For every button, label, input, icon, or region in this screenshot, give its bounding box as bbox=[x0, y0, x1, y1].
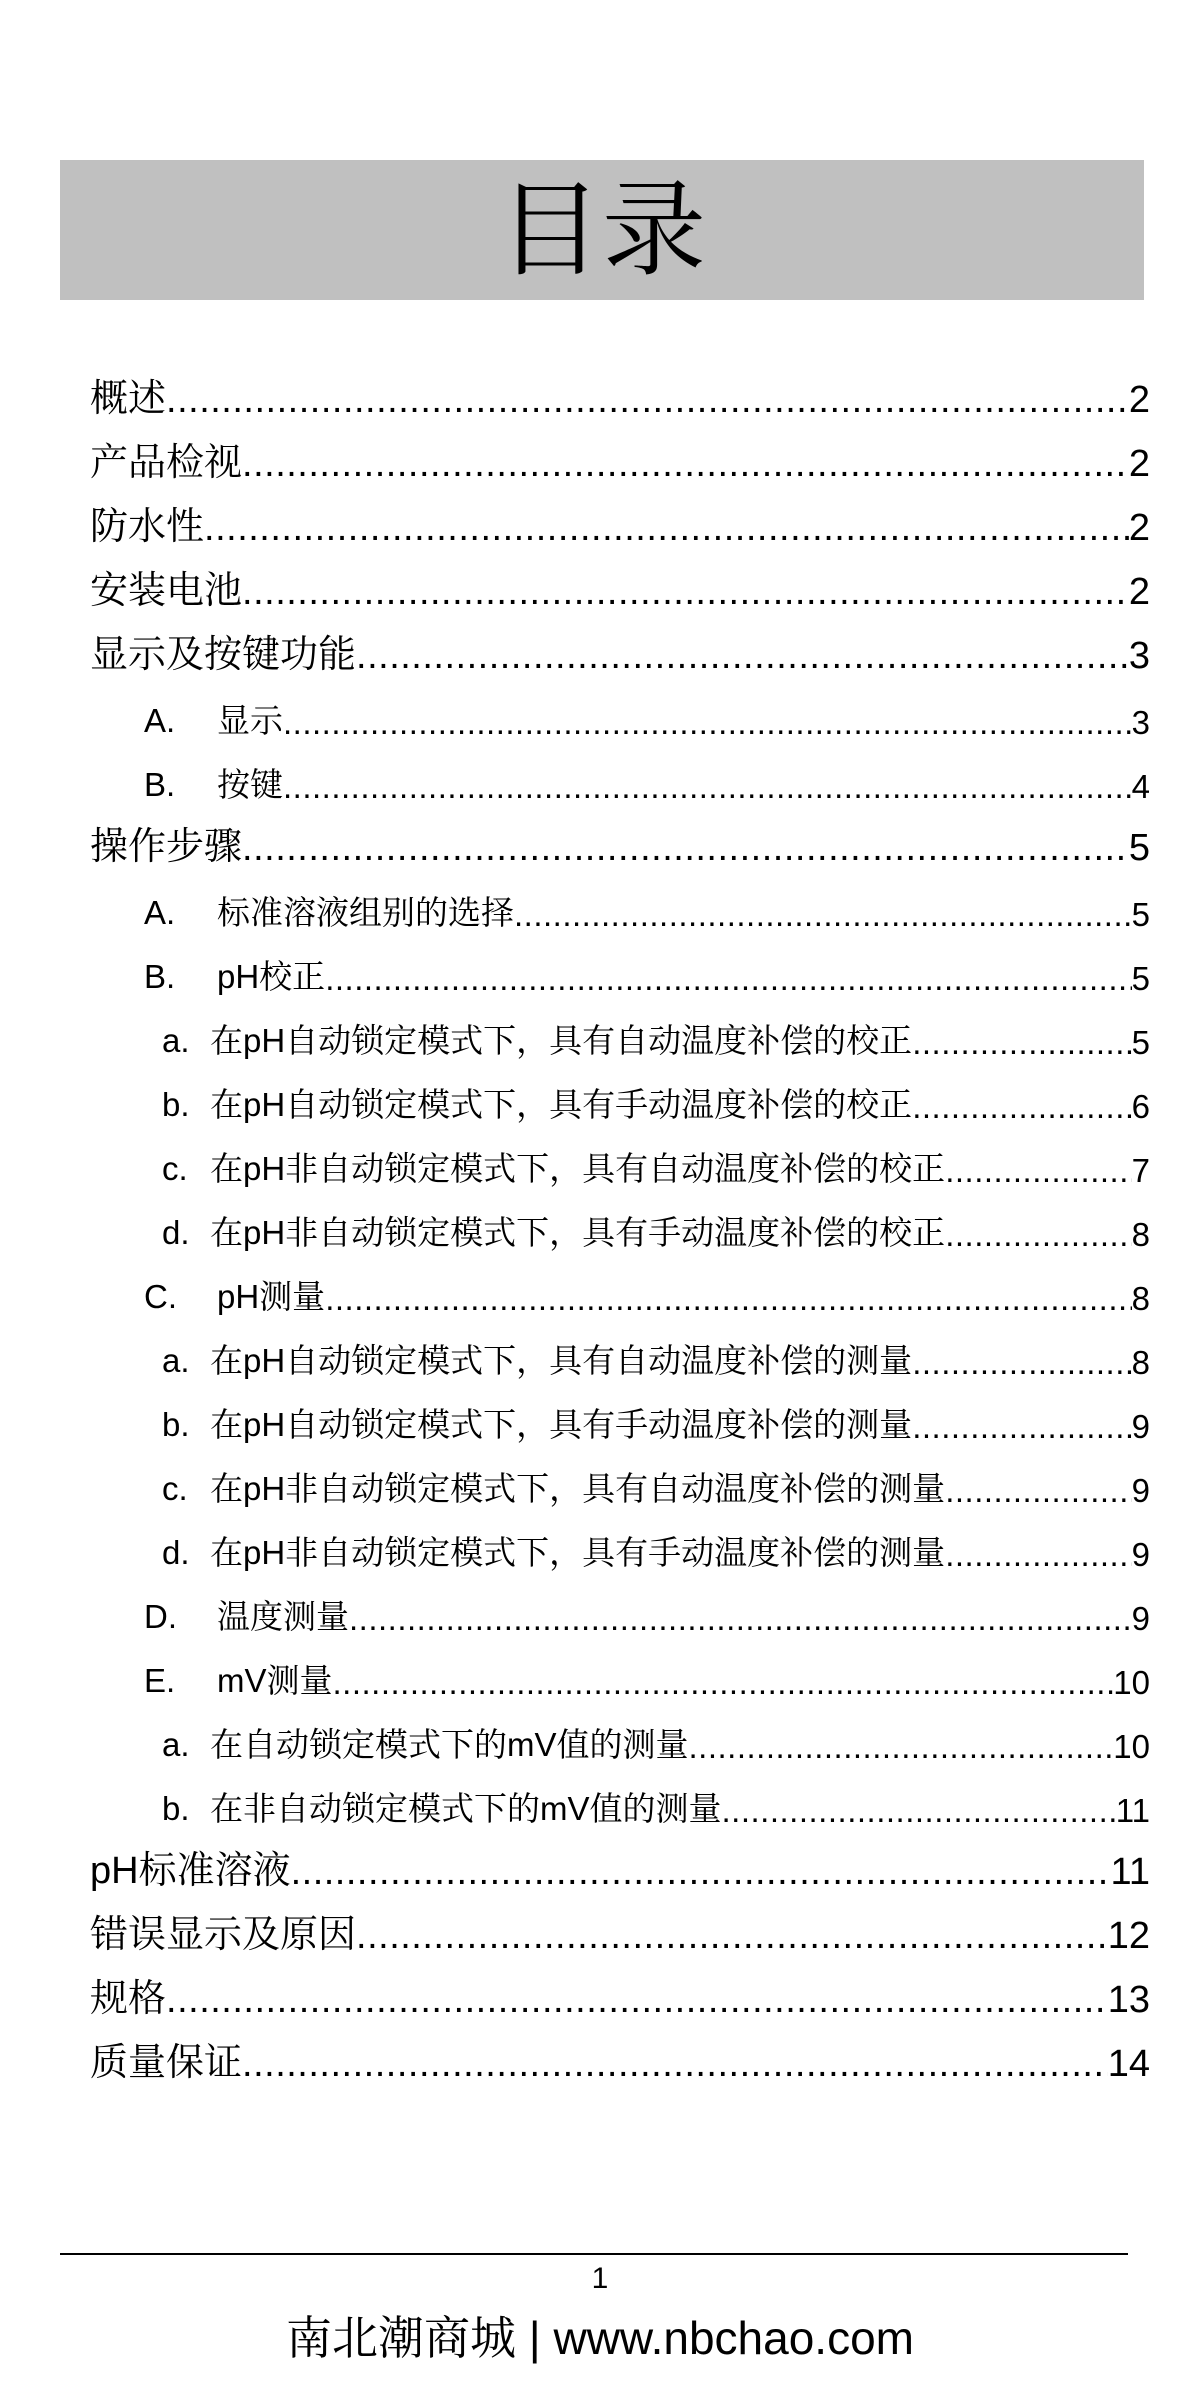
toc-entry-title: 错误显示及原因 bbox=[90, 1914, 357, 1956]
toc-entry-page: 5 bbox=[1128, 827, 1150, 869]
toc-entry[interactable] bbox=[90, 1318, 1150, 1382]
toc-entry[interactable] bbox=[90, 1766, 1150, 1830]
toc-entry-title: 在非自动锁定模式下的mV值的测量 bbox=[210, 1790, 722, 1827]
toc-entry-title: 在pH非自动锁定模式下，具有手动温度补偿的测量 bbox=[210, 1534, 946, 1571]
toc-entry-label bbox=[162, 1015, 912, 1062]
toc-entry-label bbox=[144, 1271, 325, 1318]
toc-entry-label bbox=[162, 1335, 912, 1382]
toc-entry-marker: B. bbox=[144, 958, 176, 995]
toc-entry-page: 5 bbox=[1131, 960, 1150, 997]
toc-entry[interactable] bbox=[90, 1510, 1150, 1574]
toc-leader-dots bbox=[242, 571, 1129, 614]
toc-entry-title: pH标准溶液 bbox=[90, 1850, 291, 1892]
toc-entry-label bbox=[90, 431, 242, 486]
toc-leader-dots bbox=[945, 1536, 1131, 1574]
toc-entry-page: 7 bbox=[1131, 1152, 1150, 1189]
toc-leader-dots bbox=[912, 1408, 1131, 1446]
toc-entry-page: 4 bbox=[1131, 768, 1150, 805]
toc-entry-label bbox=[162, 1463, 945, 1510]
toc-entry[interactable] bbox=[90, 1062, 1150, 1126]
toc-entry-label bbox=[144, 887, 514, 934]
toc-entry-label bbox=[90, 2031, 242, 2086]
toc-entry-marker: D. bbox=[144, 1598, 177, 1635]
toc-entry-title: 防水性 bbox=[90, 506, 205, 548]
toc-entry-page: 2 bbox=[1128, 507, 1150, 549]
toc-entry-title: 在pH自动锁定模式下，具有自动温度补偿的校正 bbox=[210, 1022, 913, 1059]
toc-entry-label bbox=[90, 623, 356, 678]
toc-entry-title: 显示及按键功能 bbox=[90, 634, 357, 676]
toc-entry-title: pH校正 bbox=[217, 958, 326, 995]
toc-entry-marker: b. bbox=[162, 1790, 190, 1827]
toc-entry-title: 在pH非自动锁定模式下，具有自动温度补偿的校正 bbox=[210, 1150, 946, 1187]
toc-entry-label bbox=[90, 1967, 166, 2022]
toc-entry-marker: b. bbox=[162, 1086, 190, 1123]
toc-entry-marker: b. bbox=[162, 1406, 190, 1443]
toc-entry[interactable] bbox=[90, 1126, 1150, 1190]
toc-entry-title: pH测量 bbox=[217, 1278, 326, 1315]
toc-entry-label bbox=[90, 1903, 356, 1958]
toc-entry-label bbox=[144, 951, 325, 998]
toc-entry[interactable] bbox=[90, 422, 1150, 486]
toc-entry-page: 14 bbox=[1107, 2043, 1150, 2085]
toc-entry-label bbox=[90, 1839, 291, 1894]
toc-entry-title: 温度测量 bbox=[217, 1598, 349, 1635]
toc-entry-page: 9 bbox=[1131, 1600, 1150, 1637]
toc-leader-dots bbox=[333, 1664, 1114, 1702]
toc-leader-dots bbox=[349, 1600, 1132, 1638]
toc-entry[interactable] bbox=[90, 1638, 1150, 1702]
toc-leader-dots bbox=[166, 379, 1129, 422]
toc-entry-page: 3 bbox=[1131, 704, 1150, 741]
toc-leader-dots bbox=[912, 1024, 1131, 1062]
toc-entry-title: 在pH自动锁定模式下，具有自动温度补偿的测量 bbox=[210, 1342, 913, 1379]
toc-entry[interactable] bbox=[90, 614, 1150, 678]
toc-entry[interactable] bbox=[90, 678, 1150, 742]
toc-entry-label bbox=[90, 815, 242, 870]
toc-leader-dots bbox=[722, 1792, 1116, 1830]
toc-entry-page: 10 bbox=[1113, 1664, 1150, 1701]
toc-entry-marker: d. bbox=[162, 1214, 190, 1251]
toc-leader-dots bbox=[514, 896, 1132, 934]
toc-entry-label bbox=[162, 1527, 945, 1574]
toc-entry[interactable] bbox=[90, 2022, 1150, 2086]
toc-entry[interactable] bbox=[90, 742, 1150, 806]
toc-leader-dots bbox=[356, 635, 1129, 678]
toc-entry-label bbox=[162, 1719, 689, 1766]
toc-entry-page: 2 bbox=[1128, 571, 1150, 613]
toc-entry[interactable] bbox=[90, 550, 1150, 614]
toc-leader-dots bbox=[283, 704, 1132, 742]
toc-entry[interactable] bbox=[90, 934, 1150, 998]
toc-entry-marker: a. bbox=[162, 1726, 190, 1763]
table-of-contents bbox=[90, 358, 1150, 2086]
toc-entry-title: 操作步骤 bbox=[90, 826, 243, 868]
toc-entry-label bbox=[144, 1655, 333, 1702]
toc-entry-label bbox=[162, 1079, 912, 1126]
toc-entry-page: 13 bbox=[1107, 1979, 1150, 2021]
toc-entry-label bbox=[90, 495, 204, 550]
toc-entry-title: 标准溶液组别的选择 bbox=[217, 894, 514, 931]
toc-entry-marker: a. bbox=[162, 1022, 190, 1059]
toc-entry-page: 5 bbox=[1131, 896, 1150, 933]
toc-entry-label bbox=[90, 559, 242, 614]
toc-leader-dots bbox=[291, 1851, 1111, 1894]
toc-entry-marker: A. bbox=[144, 702, 176, 739]
toc-entry-page: 11 bbox=[1110, 1851, 1150, 1893]
toc-entry[interactable] bbox=[90, 1830, 1150, 1894]
toc-entry-title: 在自动锁定模式下的mV值的测量 bbox=[210, 1726, 689, 1763]
toc-entry[interactable] bbox=[90, 998, 1150, 1062]
toc-entry-label bbox=[162, 1143, 945, 1190]
toc-entry-page: 8 bbox=[1131, 1216, 1150, 1253]
toc-entry[interactable] bbox=[90, 1446, 1150, 1510]
toc-leader-dots bbox=[283, 768, 1132, 806]
toc-entry-title: 按键 bbox=[217, 766, 283, 803]
toc-entry-label bbox=[144, 1591, 349, 1638]
toc-entry-page: 2 bbox=[1128, 443, 1150, 485]
page-title: 目录 bbox=[497, 169, 706, 291]
toc-leader-dots bbox=[242, 2043, 1108, 2086]
toc-entry[interactable] bbox=[90, 1190, 1150, 1254]
toc-entry-page: 10 bbox=[1113, 1728, 1150, 1765]
toc-entry-marker: C. bbox=[144, 1278, 177, 1315]
toc-entry-page: 9 bbox=[1131, 1536, 1150, 1573]
page-number: 1 bbox=[591, 2262, 609, 2295]
toc-entry[interactable] bbox=[90, 806, 1150, 870]
toc-entry-title: mV测量 bbox=[217, 1662, 333, 1699]
toc-entry-title: 在pH非自动锁定模式下，具有自动温度补偿的测量 bbox=[210, 1470, 946, 1507]
toc-entry-page: 9 bbox=[1131, 1408, 1150, 1445]
toc-entry-label bbox=[90, 367, 166, 422]
toc-entry-label bbox=[144, 759, 283, 806]
toc-leader-dots bbox=[945, 1152, 1131, 1190]
toc-leader-dots bbox=[325, 960, 1131, 998]
toc-leader-dots bbox=[204, 507, 1129, 550]
toc-entry-marker: c. bbox=[162, 1470, 188, 1507]
toc-entry-marker: c. bbox=[162, 1150, 188, 1187]
toc-leader-dots bbox=[325, 1280, 1131, 1318]
toc-entry[interactable] bbox=[90, 1254, 1150, 1318]
toc-entry[interactable] bbox=[90, 870, 1150, 934]
toc-entry-label bbox=[162, 1783, 722, 1830]
toc-entry-page: 2 bbox=[1128, 379, 1150, 421]
toc-entry-title: 在pH非自动锁定模式下，具有手动温度补偿的校正 bbox=[210, 1214, 946, 1251]
toc-leader-dots bbox=[912, 1088, 1131, 1126]
toc-entry[interactable] bbox=[90, 1382, 1150, 1446]
toc-entry-title: 概述 bbox=[90, 378, 167, 420]
toc-entry-page: 11 bbox=[1115, 1792, 1150, 1829]
toc-entry-label bbox=[162, 1399, 912, 1446]
toc-entry-page: 12 bbox=[1107, 1915, 1150, 1957]
toc-entry-marker: d. bbox=[162, 1534, 190, 1571]
toc-entry-marker: A. bbox=[144, 894, 176, 931]
toc-entry-page: 3 bbox=[1128, 635, 1150, 677]
toc-entry-marker: B. bbox=[144, 766, 176, 803]
toc-entry-title: 在pH自动锁定模式下，具有手动温度补偿的校正 bbox=[210, 1086, 913, 1123]
toc-leader-dots bbox=[912, 1344, 1131, 1382]
toc-entry-title: 规格 bbox=[90, 1978, 167, 2020]
toc-entry-page: 6 bbox=[1131, 1088, 1150, 1125]
title-banner bbox=[60, 160, 1144, 300]
toc-leader-dots bbox=[356, 1915, 1108, 1958]
toc-entry-title: 显示 bbox=[217, 702, 283, 739]
toc-entry-title: 产品检视 bbox=[90, 442, 243, 484]
toc-leader-dots bbox=[945, 1216, 1131, 1254]
toc-entry-page: 5 bbox=[1131, 1024, 1150, 1061]
toc-entry-marker: E. bbox=[144, 1662, 176, 1699]
toc-entry-page: 8 bbox=[1131, 1344, 1150, 1381]
toc-entry-marker: a. bbox=[162, 1342, 190, 1379]
site-watermark: 南北潮商城 | www.nbchao.com bbox=[285, 2312, 914, 2364]
toc-entry-title: 质量保证 bbox=[90, 2042, 243, 2084]
toc-entry-page: 9 bbox=[1131, 1472, 1150, 1509]
toc-entry-label bbox=[162, 1207, 945, 1254]
toc-entry[interactable] bbox=[90, 1894, 1150, 1958]
toc-entry-title: 在pH自动锁定模式下，具有手动温度补偿的测量 bbox=[210, 1406, 913, 1443]
toc-entry[interactable] bbox=[90, 1574, 1150, 1638]
toc-entry-page: 8 bbox=[1131, 1280, 1150, 1317]
toc-entry[interactable] bbox=[90, 358, 1150, 422]
toc-entry[interactable] bbox=[90, 1702, 1150, 1766]
toc-leader-dots bbox=[242, 827, 1129, 870]
toc-leader-dots bbox=[689, 1728, 1114, 1766]
toc-entry[interactable] bbox=[90, 1958, 1150, 2022]
toc-leader-dots bbox=[166, 1979, 1108, 2022]
toc-entry-title: 安装电池 bbox=[90, 570, 243, 612]
footer-divider bbox=[60, 2253, 1128, 2255]
toc-leader-dots bbox=[945, 1472, 1131, 1510]
toc-entry[interactable] bbox=[90, 486, 1150, 550]
toc-entry-label bbox=[144, 695, 283, 742]
toc-leader-dots bbox=[242, 443, 1129, 486]
